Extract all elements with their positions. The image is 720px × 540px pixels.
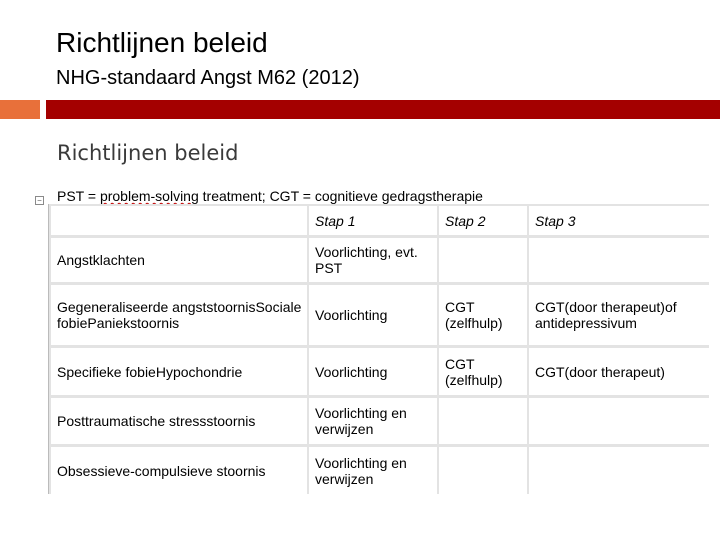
table-cell: Posttraumatische stressstoornis xyxy=(51,398,307,444)
table-cell: CGT (zelfhulp) xyxy=(439,348,527,395)
accent-bar-red xyxy=(46,100,720,119)
accent-bar-orange xyxy=(0,100,40,119)
table-caption xyxy=(57,187,483,205)
table-cell xyxy=(439,238,527,282)
table-cell: CGT(door therapeut)of antidepressivum xyxy=(529,285,709,345)
policy-table xyxy=(48,204,709,494)
caption-rest: treatment; CGT = cognitieve gedragstherapie xyxy=(198,188,483,204)
table-header-cell: Stap 2 xyxy=(439,206,527,235)
table-cell xyxy=(439,447,527,494)
table-cell: Angstklachten xyxy=(51,238,307,282)
caption-wavy: problem-solving xyxy=(99,188,199,204)
table-cell xyxy=(439,398,527,444)
table-cell: Voorlichting, evt. PST xyxy=(309,238,437,282)
slide-subtitle: NHG-standaard Angst M62 (2012) xyxy=(56,67,360,89)
table-cell xyxy=(529,398,709,444)
table-cell: CGT (zelfhulp) xyxy=(439,285,527,345)
minus-box-icon[interactable]: − xyxy=(35,196,44,205)
table-cell: Obsessieve-compulsieve stoornis xyxy=(51,447,307,494)
table-cell: Voorlichting xyxy=(309,348,437,395)
table-cell: CGT(door therapeut) xyxy=(529,348,709,395)
table-cell: Specifieke fobieHypochondrie xyxy=(51,348,307,395)
table-cell xyxy=(529,447,709,494)
embedded-screenshot xyxy=(30,130,710,495)
table-header-cell: Stap 1 xyxy=(309,206,437,235)
caption-prefix: PST = xyxy=(57,188,100,204)
table-cell: Voorlichting en verwijzen xyxy=(309,398,437,444)
table-cell: Voorlichting en verwijzen xyxy=(309,447,437,494)
table-cell: Voorlichting xyxy=(309,285,437,345)
table-cell xyxy=(529,238,709,282)
embedded-title: Richtlijnen beleid xyxy=(57,141,239,165)
table-header-cell: Stap 3 xyxy=(529,206,709,235)
table-header-cell xyxy=(51,206,307,235)
table-cell: Gegeneraliseerde angststoornisSociale fobiePaniekstoornis xyxy=(51,285,307,345)
slide-title: Richtlijnen beleid xyxy=(56,27,268,58)
